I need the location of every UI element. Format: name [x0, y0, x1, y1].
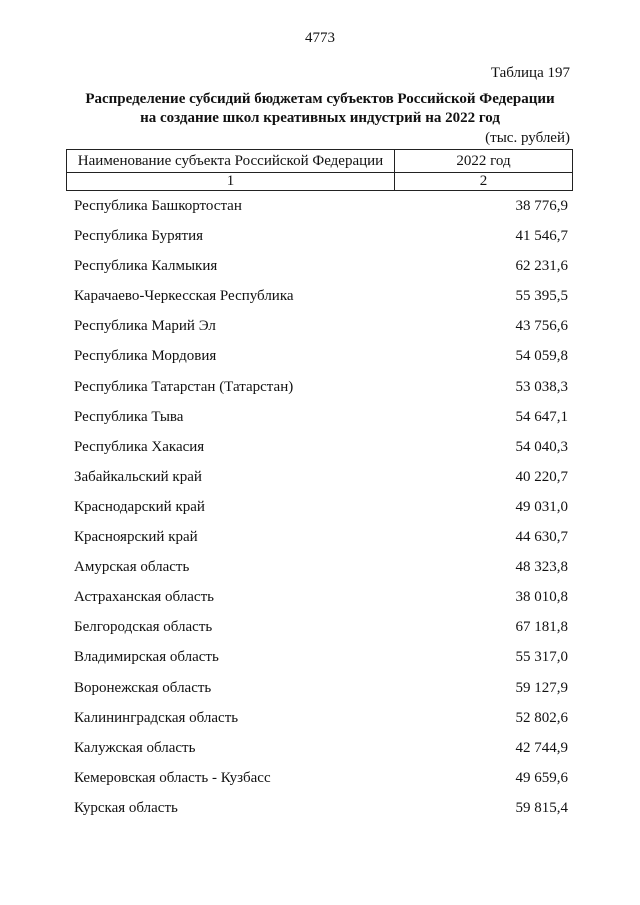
table-row — [0, 553, 640, 583]
table-row — [0, 493, 640, 523]
document-title — [60, 90, 580, 128]
region-name: Красноярский край — [74, 529, 198, 546]
table-row — [0, 252, 640, 282]
region-name: Республика Марий Эл — [74, 318, 216, 335]
table-row — [0, 433, 640, 463]
region-name: Карачаево-Черкесская Республика — [74, 288, 294, 305]
header-number-row — [67, 173, 573, 191]
header-num-1: 1 — [67, 173, 395, 191]
table-row — [0, 704, 640, 734]
region-name: Республика Мордовия — [74, 348, 217, 365]
subsidy-value: 54 040,3 — [515, 438, 568, 455]
region-name: Республика Тыва — [74, 408, 184, 425]
units-label: (тыс. рублей) — [485, 130, 570, 146]
subsidy-value: 49 031,0 — [515, 498, 568, 515]
subsidy-value: 42 744,9 — [515, 739, 568, 756]
subsidy-value: 53 038,3 — [515, 378, 568, 395]
subsidy-value: 54 647,1 — [515, 408, 568, 425]
subsidy-value: 40 220,7 — [515, 468, 568, 485]
subsidy-value: 43 756,6 — [515, 318, 568, 335]
region-name: Амурская область — [74, 559, 190, 576]
table-row — [0, 312, 640, 342]
region-name: Кемеровская область - Кузбасс — [74, 769, 271, 786]
header-num-2: 2 — [395, 173, 573, 191]
region-name: Краснодарский край — [74, 498, 205, 515]
table-label: Таблица 197 — [490, 65, 570, 81]
subsidy-value: 54 059,8 — [515, 348, 568, 365]
table-body — [0, 192, 640, 824]
table-row — [0, 613, 640, 643]
subsidy-value: 62 231,6 — [515, 258, 568, 275]
table-row — [0, 523, 640, 553]
subsidy-value: 41 546,7 — [515, 228, 568, 245]
region-name: Республика Башкортостан — [74, 198, 242, 214]
table-row — [0, 403, 640, 433]
table-row — [0, 583, 640, 613]
subsidy-value: 49 659,6 — [515, 769, 568, 786]
table-row — [0, 192, 640, 222]
region-name: Республика Бурятия — [74, 228, 204, 245]
header-col-year: 2022 год — [395, 150, 573, 173]
subsidy-value: 38 776,9 — [515, 198, 568, 214]
region-name: Калужская область — [74, 739, 196, 756]
subsidy-value: 48 323,8 — [515, 559, 568, 576]
subsidy-value: 59 127,9 — [515, 679, 568, 696]
header-col-name: Наименование субъекта Российской Федерации — [67, 150, 395, 173]
region-name: Республика Хакасия — [74, 438, 205, 455]
subsidy-value: 59 815,4 — [515, 799, 568, 816]
table-row — [0, 282, 640, 312]
subsidy-value: 67 181,8 — [515, 619, 568, 636]
subsidy-value: 55 395,5 — [515, 288, 568, 305]
region-name: Забайкальский край — [74, 468, 202, 485]
table-header — [66, 149, 573, 191]
region-name: Калининградская область — [74, 709, 239, 726]
region-name: Республика Калмыкия — [74, 258, 218, 275]
title-line-1: Распределение субсидий бюджетам субъектов Российской Федерации — [85, 91, 555, 107]
region-name: Республика Татарстан (Татарстан) — [74, 378, 294, 395]
table-row — [0, 794, 640, 824]
region-name: Воронежская область — [74, 679, 212, 696]
title-line-2: на создание школ креативных индустрий на 2022 год — [140, 110, 500, 126]
subsidy-value: 38 010,8 — [515, 589, 568, 606]
table-row — [0, 734, 640, 764]
table-row — [0, 643, 640, 673]
table-row — [0, 463, 640, 493]
header-row — [67, 150, 573, 173]
subsidy-value: 52 802,6 — [515, 709, 568, 726]
page-number: 4773 — [305, 30, 335, 46]
table-row — [0, 222, 640, 252]
subsidy-value: 55 317,0 — [515, 649, 568, 666]
table-row — [0, 674, 640, 704]
table-row — [0, 764, 640, 794]
region-name: Владимирская область — [74, 649, 219, 666]
subsidy-value: 44 630,7 — [515, 529, 568, 546]
region-name: Белгородская область — [74, 619, 213, 636]
table-row — [0, 342, 640, 372]
region-name: Курская область — [74, 799, 178, 816]
table-row — [0, 373, 640, 403]
region-name: Астраханская область — [74, 589, 214, 606]
